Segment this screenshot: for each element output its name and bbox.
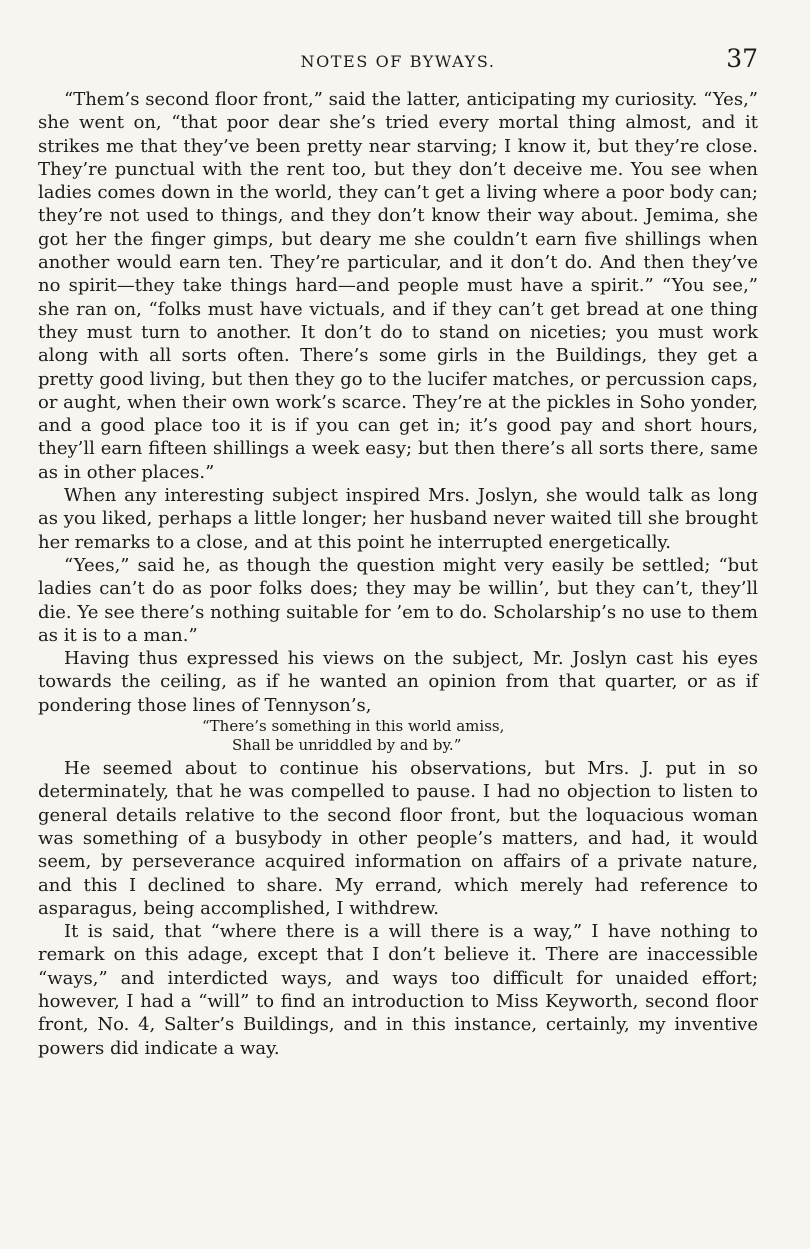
verse-line-2: Shall be unriddled by and by.” [232,736,462,755]
paragraph-5: He seemed about to continue his observations, but Mrs. J. put in so determinately, that he was compelled to pause. I had no objection to listen to general details relative to the second floor front, but the loquacious woman was something of a busybody in other people’s matters, and had, it would seem, by perseverance acquired information on affairs of a private nature, and this I declined to share. My errand, which merely had reference to asparagus, being accomplished, I withdrew. [38,758,758,919]
paragraph-1: “Them’s second floor front,” said the latter, anticipating my curiosity. “Yes,” she went on, “that poor dear she’s tried every mortal thing almost, and it strikes me that they’ve been pretty near starving; I know it, but they’re close. They’re punctual with the rent too, but they don’t deceive me. You see when ladies comes down in the world, they can’t get a living where a poor body can; they’re not used to things, and they don’t know their way about. Jemima, she got her the finger gimps, but deary me she couldn’t earn five shillings when another would earn ten. They’re particular, and it don’t do. And then they’ve no spirit—they take things hard—and people must have a spirit.” “You see,” she ran on, “folks must have victuals, and if they can’t get bread at one thing they must turn to another. It don’t do to stand on niceties; you must work along with all sorts often. There’s some girls in the Buildings, they get a pretty good living, but then they go to the lucifer matches, or percussion caps, or aught, when their own work’s scarce. They’re at the pickles in Soho yonder, and a good place too it is if you can get in; it’s good pay and short hours, they’ll earn fifteen shillings a week easy; but then there’s all sorts there, same as in other places.” [38,89,758,483]
paragraph-4: Having thus expressed his views on the subject, Mr. Joslyn cast his eyes towards the ceiling, as if he wanted an opinion from that quarter, or as if pondering those lines of Tennyson’s, [38,648,758,716]
running-title: NOTES OF BYWAYS. [300,52,496,71]
verse-line-1: “There’s something in this world amiss, [202,717,505,736]
page-number: 37 [726,44,758,73]
verse-quotation [38,717,758,755]
body-text [38,88,758,1060]
paragraph-2: When any interesting subject inspired Mrs. Joslyn, she would talk as long as you liked, perhaps a little longer; her husband never waited till she brought her remarks to a close, and at this point he interrupted energetically. [38,485,758,553]
paragraph-6: It is said, that “where there is a will there is a way,” I have nothing to remark on this adage, except that I don’t believe it. There are inaccessible “ways,” and interdicted ways, and ways too difficult for unaided effort; however, I had a “will” to find an introduction to Miss Keyworth, second floor front, No. 4, Salter’s Buildings, and in this instance, certainly, my inventive powers did indicate a way. [38,921,758,1059]
paragraph-3: “Yees,” said he, as though the question might very easily be settled; “but ladies can’t do as poor folks does; they may be willin’, but they can’t, they’ll die. Ye see there’s nothing suitable for ’em to do. Scholarship’s no use to them as it is to a man.” [38,554,758,646]
running-head [38,44,758,84]
